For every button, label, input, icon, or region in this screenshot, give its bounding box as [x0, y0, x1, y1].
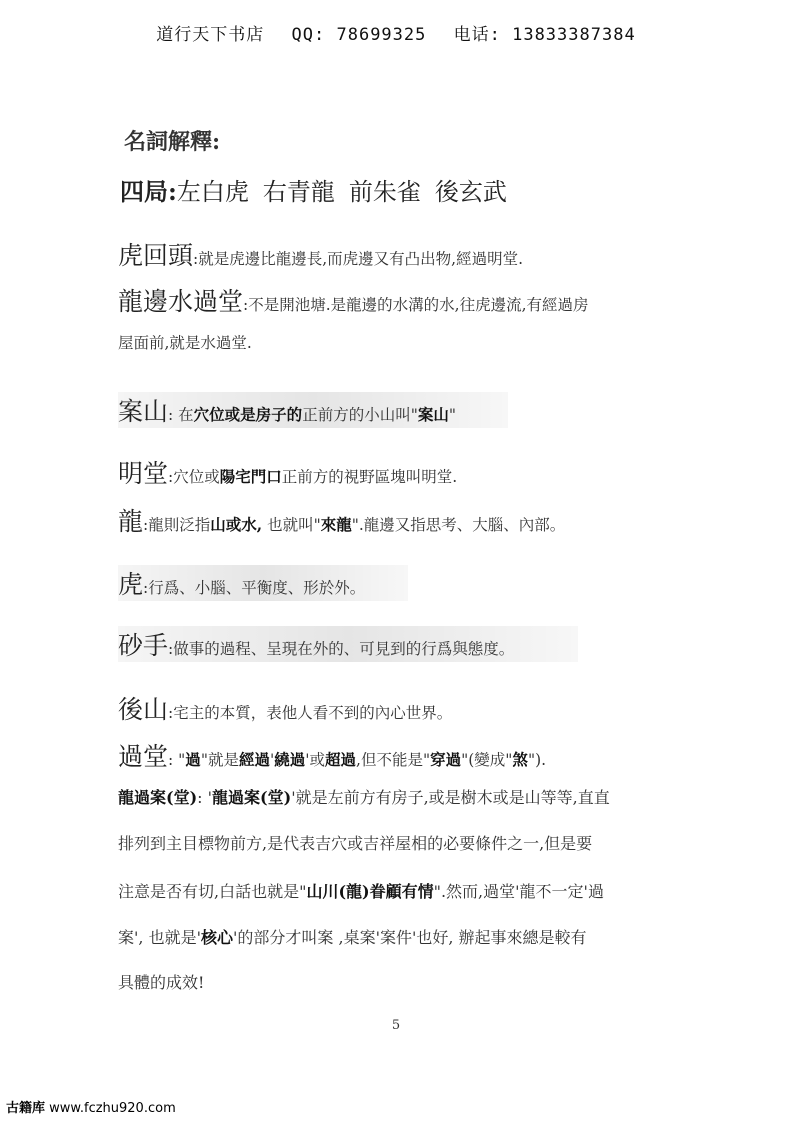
- entry-longbian: [118, 282, 658, 318]
- definition: :做事的過程、呈現在外的、可見到的行爲與態度。: [168, 640, 515, 658]
- term: 砂手: [118, 631, 169, 660]
- direction-item: 前朱雀: [348, 178, 421, 206]
- phone-number: 电话: 13833387384: [453, 25, 636, 45]
- four-directions-label: 四局:: [120, 177, 177, 206]
- entry-guotang: 過堂: "過"就是經過'繞過'或超過,但不能是"穿過"(變成"煞").: [118, 742, 547, 771]
- entry-shashou: [118, 626, 578, 662]
- paragraph-line: 注意是否有切,白話也就是"山川(龍)眷顧有情".然而,過堂'龍不一定'過: [118, 882, 604, 901]
- term: 案山: [118, 397, 169, 426]
- definition: :行爲、小腦、平衡度、形於外。: [143, 579, 366, 597]
- direction-item: 左白虎: [176, 178, 249, 206]
- paragraph-line: 龍過案(堂): '龍過案(堂)'就是左前方有房子,或是樹木或是山等等,直直: [118, 788, 610, 807]
- definition: :不是開池塘.是龍邊的水溝的水,往虎邊流,有經過房: [243, 296, 589, 314]
- paragraph-line: 案', 也就是'核心'的部分才叫案 ,桌案'案件'也好, 辦起事來總是較有: [118, 928, 587, 947]
- paragraph-line: 具體的成效!: [118, 973, 205, 992]
- entry-huhuitou: [118, 236, 658, 272]
- site-footer: [6, 1097, 176, 1116]
- term: 龍: [118, 507, 144, 536]
- direction-item: 後玄武: [434, 178, 507, 206]
- four-directions: [120, 172, 521, 207]
- entry-anshan: 案山: 在穴位或是房子的正前方的小山叫"案山": [118, 392, 508, 428]
- entry-hu: [118, 565, 408, 601]
- entry-houshan: [118, 690, 658, 726]
- qq-number: QQ: 78699325: [291, 25, 427, 45]
- term: 後山: [118, 695, 169, 724]
- definition: :就是虎邊比龍邊長,而虎邊又有凸出物,經過明堂.: [193, 250, 524, 268]
- definition-continued: 屋面前,就是水過堂.: [118, 334, 252, 352]
- shop-name: 道行天下书店: [156, 25, 265, 45]
- page-header: [0, 20, 792, 45]
- site-brand: 古籍库: [6, 1101, 46, 1116]
- entry-mingtang: 明堂:穴位或陽宅門口正前方的視野區塊叫明堂.: [118, 459, 458, 488]
- term: 虎回頭: [118, 241, 194, 270]
- term: 虎: [118, 570, 144, 599]
- definition: :宅主的本質，表他人看不到的內心世界。: [168, 704, 453, 722]
- term: 明堂: [118, 459, 169, 488]
- entry-long: 龍:龍則泛指山或水, 也就叫"來龍".龍邊又指思考、大腦、內部。: [118, 507, 566, 536]
- term: 龍邊水過堂: [118, 287, 244, 316]
- page-number: 5: [391, 1018, 401, 1033]
- direction-item: 右青龍: [262, 178, 335, 206]
- section-title: 名詞解釋:: [124, 129, 221, 155]
- site-url-link[interactable]: www.fczhu920.com: [49, 1101, 176, 1116]
- term: 過堂: [118, 742, 169, 771]
- paragraph-line: 排列到主目標物前方,是代表吉穴或吉祥屋相的必要條件之一,但是要: [118, 834, 593, 853]
